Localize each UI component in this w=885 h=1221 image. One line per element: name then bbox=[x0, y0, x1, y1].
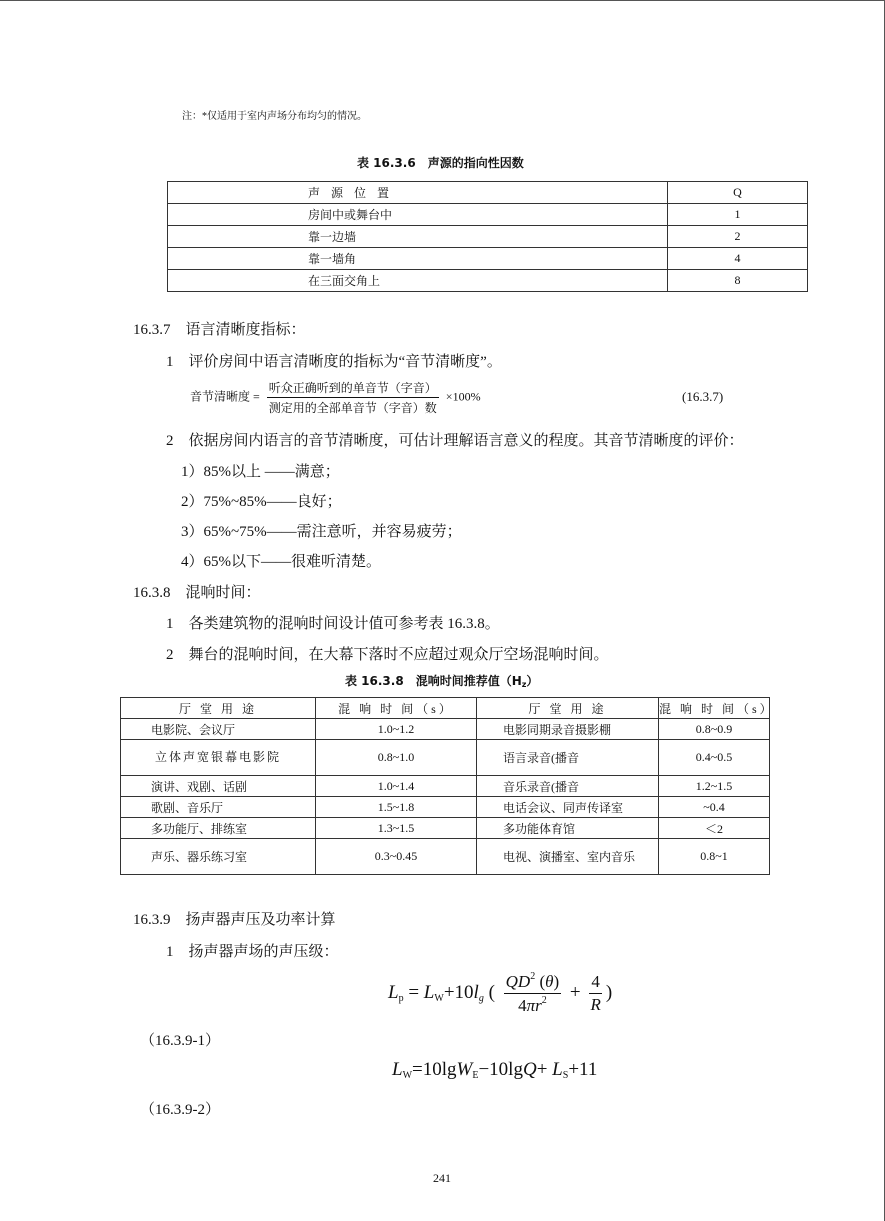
column-header: 厅 堂 用 途 bbox=[477, 698, 659, 719]
equation-sound-pressure-level: $L_p = L_W+10l_g$ ( $\frac{QD^2 (\theta)}{4\pi r^2}$ + $\frac{4}{R}$ ) bbox=[388, 971, 613, 1015]
table-header-row bbox=[121, 698, 770, 719]
list-item: 4）65%以下——很难听清楚。 bbox=[181, 554, 381, 570]
table-cell: 电影同期录音摄影棚 bbox=[477, 719, 659, 740]
section-heading-16-3-8: 16.3.8 混响时间： bbox=[133, 585, 261, 601]
table-cell: 电视、演播室、室内音乐 bbox=[477, 839, 659, 875]
list-item: 2）75%~85%——良好； bbox=[181, 494, 342, 510]
table-cell: 1.3~1.5 bbox=[316, 818, 477, 839]
formula-fraction bbox=[267, 379, 439, 416]
equation-number: (16.3.7) bbox=[682, 389, 724, 404]
table-cell: 8 bbox=[668, 270, 808, 292]
table-cell: 4 bbox=[668, 248, 808, 270]
formula-numerator: 听众正确听到的单音节（字音） bbox=[267, 379, 439, 398]
table-cell: 在三面交角上 bbox=[168, 270, 668, 292]
paragraph: 1 各类建筑物的混响时间设计值可参考表 16.3.8。 bbox=[166, 616, 500, 632]
list-item: 3）65%~75%——需注意听，并容易疲劳； bbox=[181, 524, 462, 540]
table1-caption: 表 16.3.6 声源的指向性因数 bbox=[357, 156, 524, 170]
table-cell: ~0.4 bbox=[659, 797, 770, 818]
table2-caption: 表 16.3.8 混响时间推荐值（Hz） bbox=[345, 674, 539, 689]
table-row bbox=[168, 270, 808, 292]
directivity-table bbox=[167, 181, 808, 292]
table-cell: 1.2~1.5 bbox=[659, 776, 770, 797]
table-row bbox=[168, 204, 808, 226]
note-text: 注：*仅适用于室内声场分布均匀的情况。 bbox=[182, 111, 367, 122]
table-cell: 立体声宽银幕电影院 bbox=[121, 740, 316, 776]
table-cell: 1.0~1.4 bbox=[316, 776, 477, 797]
table-cell: 0.8~1.0 bbox=[316, 740, 477, 776]
table-row bbox=[121, 719, 770, 740]
table-row bbox=[121, 776, 770, 797]
equation-number: （16.3.9-1） bbox=[140, 1033, 220, 1049]
table-cell: 0.8~1 bbox=[659, 839, 770, 875]
page-number: 241 bbox=[433, 1171, 451, 1185]
formula-multiplier: ×100% bbox=[445, 389, 481, 404]
paragraph: 1 评价房间中语言清晰度的指标为“音节清晰度”。 bbox=[166, 354, 502, 370]
table-cell: 0.4~0.5 bbox=[659, 740, 770, 776]
list-item: 1）85%以上 ——满意； bbox=[181, 464, 340, 480]
table-cell: 多功能体育馆 bbox=[477, 818, 659, 839]
section-heading-16-3-9: 16.3.9 扬声器声压及功率计算 bbox=[133, 912, 336, 928]
table-row bbox=[121, 797, 770, 818]
table-cell: 1.0~1.2 bbox=[316, 719, 477, 740]
table-cell: 歌剧、音乐厅 bbox=[121, 797, 316, 818]
section-heading-16-3-7: 16.3.7 语言清晰度指标： bbox=[133, 322, 306, 338]
table-cell: 房间中或舞台中 bbox=[168, 204, 668, 226]
reverberation-table bbox=[120, 697, 775, 875]
table-row bbox=[121, 839, 770, 875]
table-cell: 0.3~0.45 bbox=[316, 839, 477, 875]
clarity-formula bbox=[190, 379, 481, 416]
table-row bbox=[121, 740, 770, 776]
paragraph: 1 扬声器声场的声压级： bbox=[166, 944, 339, 960]
table-cell: 声乐、器乐练习室 bbox=[121, 839, 316, 875]
table-cell: ＜2 bbox=[659, 818, 770, 839]
table-cell: 1.5~1.8 bbox=[316, 797, 477, 818]
table-cell: 电影院、会议厅 bbox=[121, 719, 316, 740]
equation-sound-power-level: $L_W=10\lg W_E-10\lg Q+ L_S+11$ bbox=[392, 1059, 598, 1081]
table-cell: 0.8~0.9 bbox=[659, 719, 770, 740]
table-cell: 语言录音(播音 bbox=[477, 740, 659, 776]
paragraph: 2 依据房间内语言的音节清晰度，可估计理解语言意义的程度。其音节清晰度的评价： bbox=[166, 433, 744, 449]
column-header: 混 响 时 间（s） bbox=[659, 698, 770, 719]
paragraph: 2 舞台的混响时间，在大幕下落时不应超过观众厅空场混响时间。 bbox=[166, 647, 609, 663]
table-row bbox=[168, 248, 808, 270]
equation-number: （16.3.9-2） bbox=[140, 1102, 220, 1118]
equation-fraction-reverb: $\frac{4}{R}$ bbox=[590, 972, 601, 1014]
equation-fraction-direct: $\frac{QD^2 (\theta)}{4\pi r^2}$ bbox=[505, 971, 560, 1015]
table-cell: 靠一墙角 bbox=[168, 248, 668, 270]
table-header-row bbox=[168, 182, 808, 204]
table-cell: 电话会议、同声传译室 bbox=[477, 797, 659, 818]
table-cell: 1 bbox=[668, 204, 808, 226]
table-row bbox=[168, 226, 808, 248]
table-cell: 音乐录音(播音 bbox=[477, 776, 659, 797]
table-cell: 多功能厅、排练室 bbox=[121, 818, 316, 839]
table-cell: 2 bbox=[668, 226, 808, 248]
table-cell: 靠一边墙 bbox=[168, 226, 668, 248]
formula-denominator: 测定用的全部单音节（字音）数 bbox=[268, 401, 437, 415]
column-header: Q bbox=[668, 182, 808, 204]
table-cell: 演讲、戏剧、话剧 bbox=[121, 776, 316, 797]
column-header: 厅 堂 用 途 bbox=[121, 698, 316, 719]
formula-lhs: 音节清晰度 = bbox=[190, 389, 260, 404]
column-header: 混 响 时 间（s） bbox=[316, 698, 477, 719]
table-row bbox=[121, 818, 770, 839]
column-header: 声 源 位 置 bbox=[168, 182, 668, 204]
